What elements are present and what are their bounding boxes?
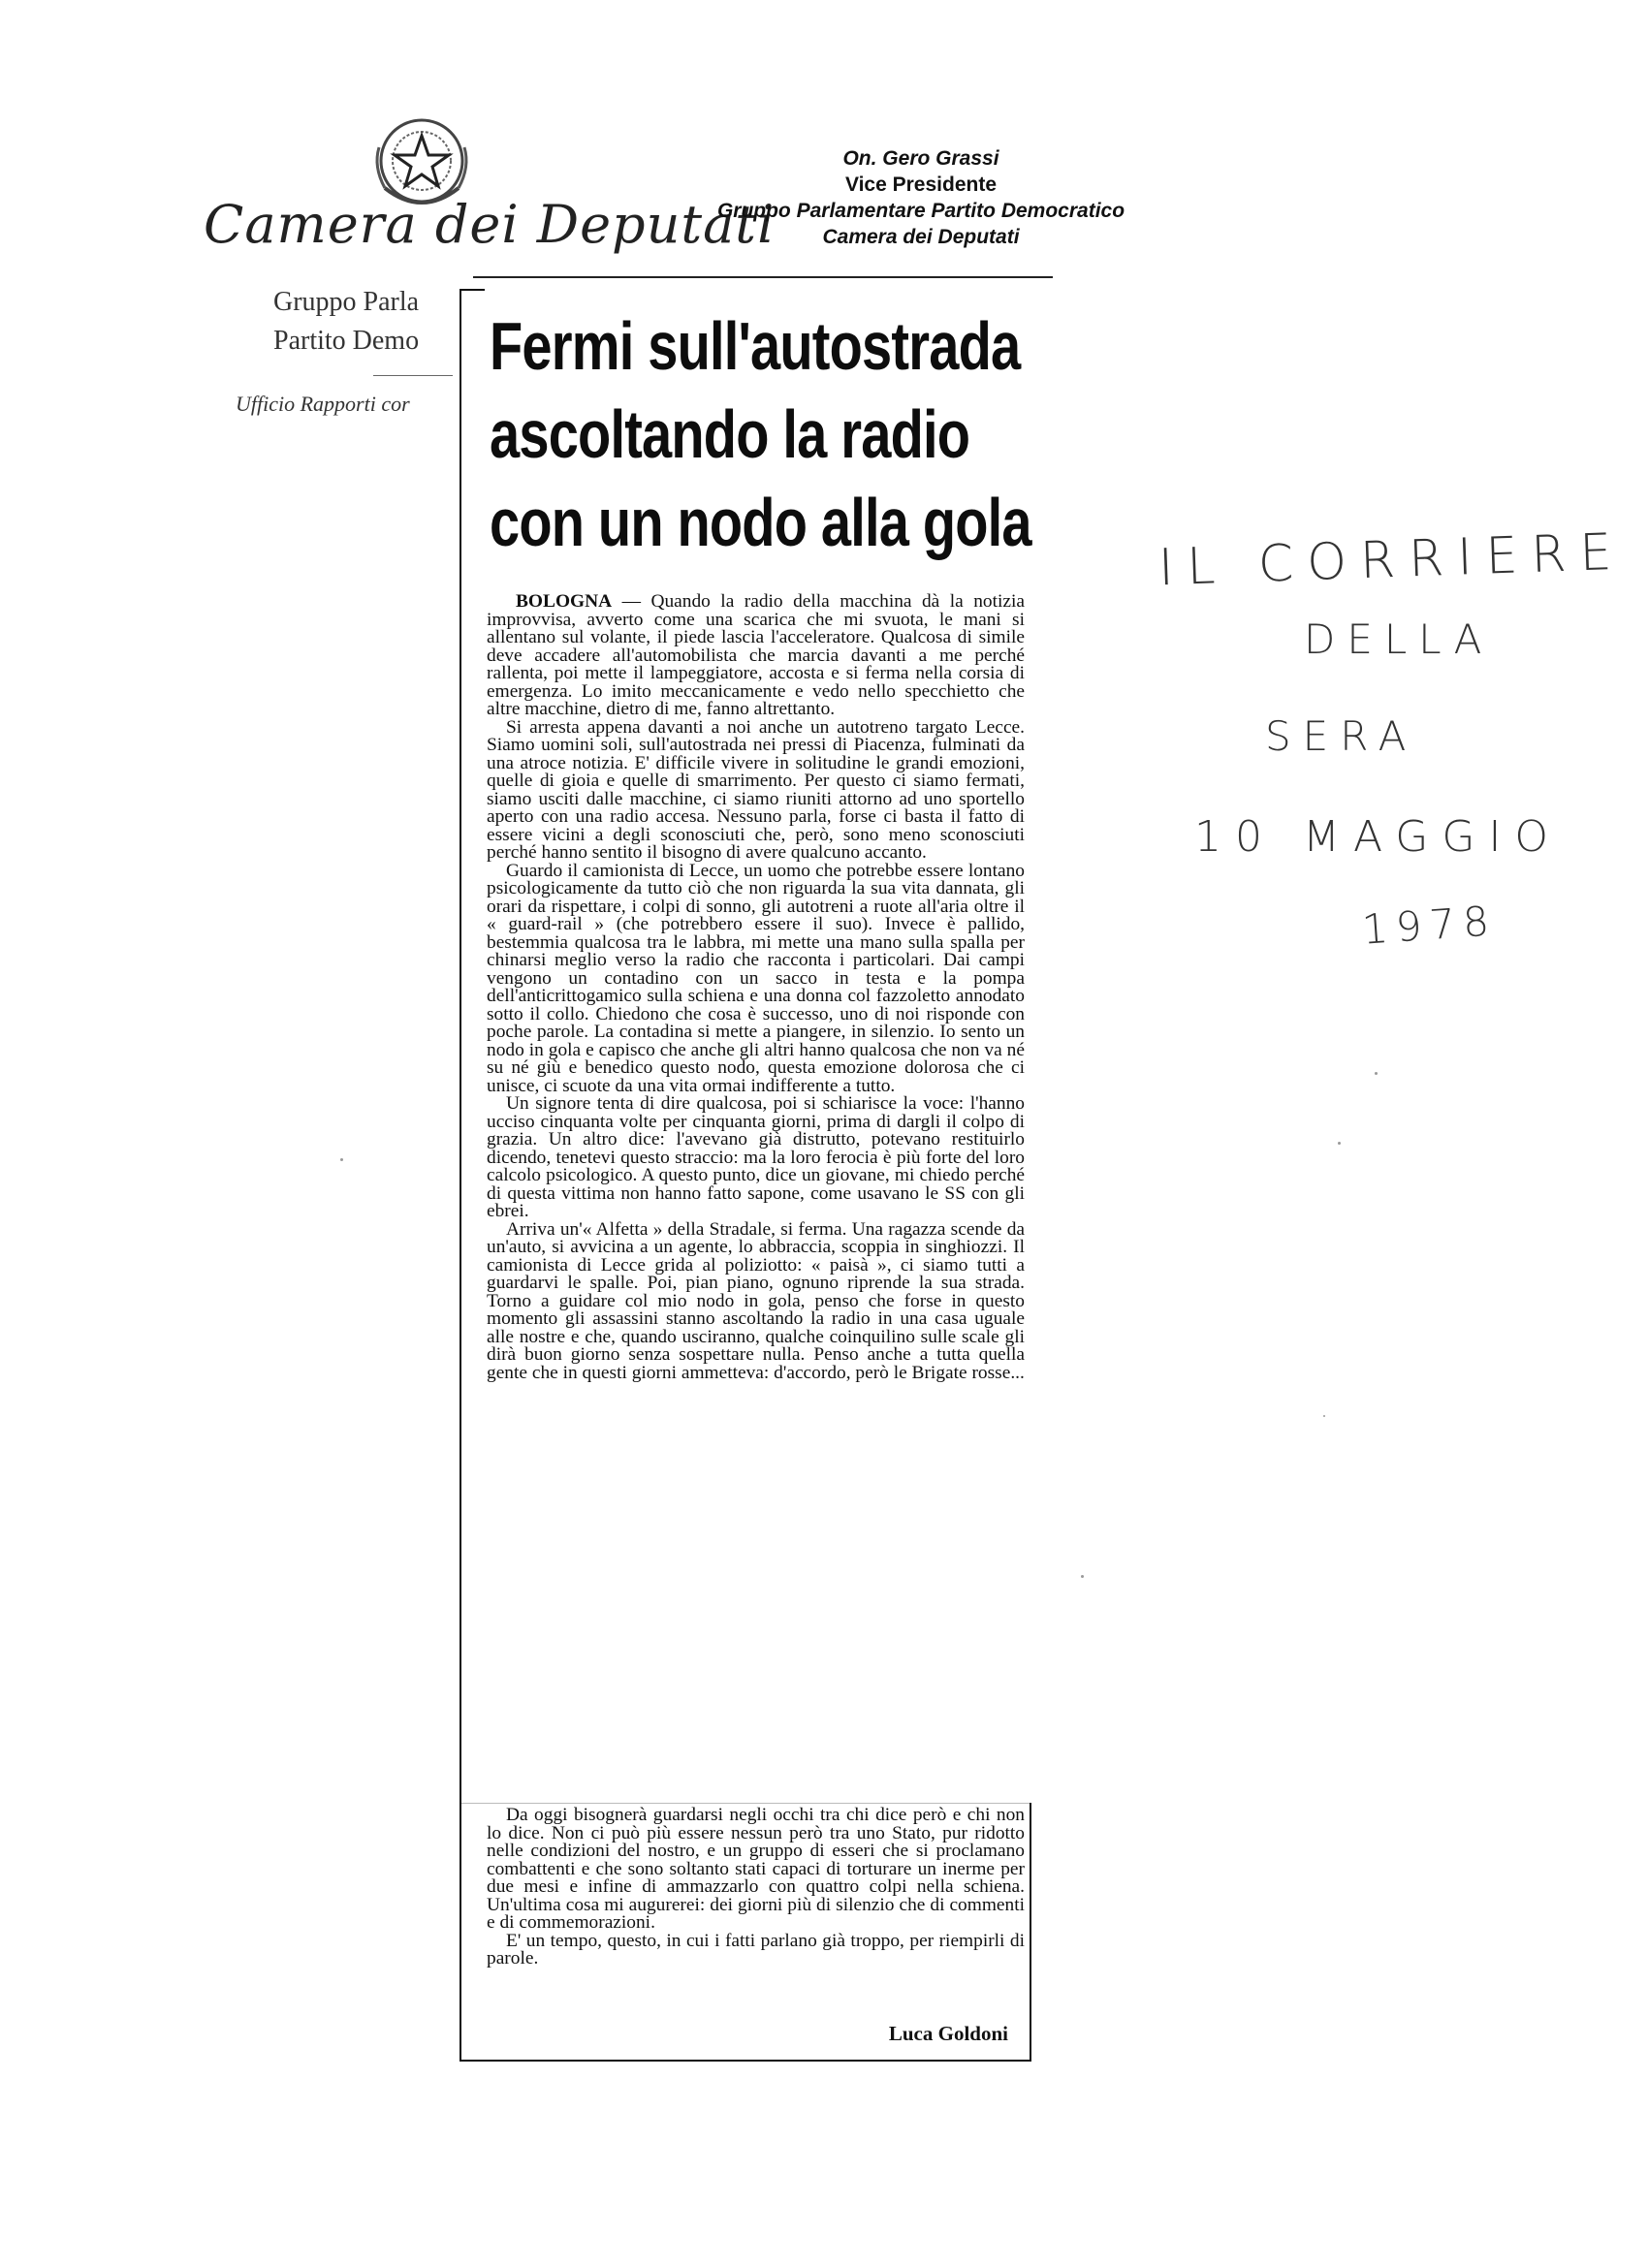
- stamp-role: Vice Presidente: [844, 173, 998, 196]
- handwritten-note-line-1: IL CORRIERE: [1157, 522, 1627, 598]
- group-line-1: Gruppo Parla: [273, 287, 420, 317]
- handwritten-note-line-5: 1978: [1360, 897, 1499, 954]
- group-line-2: Partito Demo: [273, 326, 420, 356]
- scan-speck: [340, 1158, 343, 1161]
- scan-speck: [1338, 1142, 1341, 1145]
- article-continuation: [487, 1807, 1025, 1969]
- stamp-rule: [473, 276, 1053, 278]
- article-paragraph: Si arresta appena davanti a noi anche un autotreno targato Lecce. Siamo uomini soli, sull'autostrada nei pressi di Piacenza, fulminati da una atroce notizia. E' difficile vivere in solitudine le grandi emozioni, quelle di gioia e quelle di smarrimento. Per questo ci siamo fermati, siamo usciti dalle macchine, ci siamo riuniti attorno ad uno sportello aperto con una radio accesa. Nessuno parla, forse ci basta il fatto di essere vicini a degli sconosciuti che, però, sono meno sconosciuti perché hanno sentito il bisogno di avere qualcuno accanto.: [487, 716, 1025, 863]
- clipping-border-top: [461, 289, 485, 291]
- handwritten-note-line-2: DELLA: [1304, 615, 1494, 663]
- article-paragraph: Un signore tenta di dire qualcosa, poi si schiarisce la voce: l'hanno ucciso cinquanta volte per cinquanta giorni, prima di dargli il colpo di grazia. Un altro dice: l'avevano già distrutto, potevano restituirlo dicendo, tenetevi questo straccio: ma la loro ferocia è più forte del loro calcolo psicologico. A questo punto, dice un giovane, mi chiedo perché di questa vittima non hanno fatto sapone, come usavano le SS con gli ebrei.: [487, 1093, 1025, 1221]
- handwritten-note-line-3: SERA: [1265, 712, 1418, 760]
- article-paragraph: Arriva un'« Alfetta » della Stradale, si ferma. Una ragazza scende da un'auto, si avvicina a un agente, lo abbraccia, scoppia in singhiozzi. Il camionista di Lecce grida al poliziotto: « paisà », ci siamo tutti a guardarvi le spalle. Poi, pian piano, ognuno riprende la sua strada. Torno a guidare col mio nodo in gola, penso che forse in questo momento gli assassini stanno ascoltando la radio in una casa uguale alle nostre e che, quando usciranno, qualche coinquilino sulle scale gli dirà buon giorno senza sospettare nulla. Penso anche a tutta quella gente che in questi giorni ammetteva: d'accordo, però le Brigate rosse...: [487, 1218, 1025, 1383]
- article-body: [487, 593, 1025, 1382]
- column-splice-divider: [461, 1803, 1030, 1804]
- deputy-stamp: [679, 145, 1163, 250]
- article-paragraph: [487, 593, 1025, 719]
- stamp-chamber: Camera dei Deputati: [822, 226, 1020, 248]
- headline-line-1: Fermi sull'autostrada: [490, 308, 1021, 384]
- office-name: Ufficio Rapporti cor: [236, 392, 410, 416]
- clipping-border-bottom: [460, 2060, 1031, 2062]
- scan-speck: [1323, 1415, 1325, 1417]
- stamp-group: Gruppo Parlamentare Partito Democratico: [716, 200, 1125, 222]
- article-headline: [490, 302, 1032, 567]
- headline-line-3: con un nodo alla gola: [490, 485, 1031, 560]
- clipping-border-right: [1030, 1803, 1031, 2062]
- headline-line-2: ascoltando la radio: [490, 396, 970, 472]
- institution-name: Camera dei Deputati: [204, 194, 776, 255]
- scan-speck: [1375, 1072, 1378, 1075]
- stamp-name: On. Gero Grassi: [842, 147, 999, 170]
- letterhead-divider: [373, 375, 453, 376]
- paragraph-text: — Quando la radio della macchina dà la notizia improvvisa, avverto come una scarica che mi svuota, le mani si allentano sul volante, il piede lascia l'acceleratore. Qualcosa di simile deve accadere all'automobilista che marcia davanti a me perché rallenta, poi mette il lampeggiatore, accosta e si ferma nella corsia di emergenza. Lo imito meccanicamente e vedo nello specchietto che altre macchine, dietro di me, fanno altrettanto.: [487, 591, 1025, 719]
- article-paragraph: Guardo il camionista di Lecce, un uomo che potrebbe essere lontano psicologicamente da tutto ciò che non riguarda la sua vita dannata, gli orari da rispettare, i colpi di sonno, gli autotreni a ruote all'aria oltre il « guard-rail » (che potrebbero essere il suo). Invece è pallido, bestemmia qualcosa tra le labbra, mi mette una mano sulla spalla per chinarsi meglio verso la radio che racconta i particolari. Dai campi vengono un contadino con un sacco in testa e la pompa dell'anticrittogamico sulla schiena e una donna col fazzoletto annodato sotto il collo. Chiedono che cosa è successo, uno di noi risponde con poche parole. La contadina si mette a piangere, in silenzio. Io sento un nodo in gola e capisco che anche gli altri hanno qualcosa che non va né su né giù e benedico questo nodo, questa emozione dolorosa che ci unisce, ci scuote da una vita ormai indifferente a tutto.: [487, 860, 1025, 1096]
- article-dateline: BOLOGNA: [516, 591, 613, 612]
- clipping-border-left: [460, 289, 461, 2061]
- article-paragraph: Da oggi bisognerà guardarsi negli occhi tra chi dice però e chi non lo dice. Non ci può più essere nessun però tra uno Stato, pur ridotto nelle condizioni del nostro, e un gruppo di esseri che si proclamano combattenti e che sono soltanto stati capaci di torturare un inerme per due mesi e infine di ammazzarlo con quattro colpi nella schiena. Un'ultima cosa mi augurerei: dei giorni più di silenzio che di commenti e di commemorazioni.: [487, 1805, 1025, 1933]
- scan-speck: [1081, 1575, 1084, 1578]
- article-byline: Luca Goldoni: [888, 2022, 1008, 2045]
- article-paragraph: E' un tempo, questo, in cui i fatti parlano già troppo, per riempirli di parole.: [487, 1930, 1025, 1969]
- handwritten-note-line-4: 10 MAGGIO: [1194, 812, 1563, 862]
